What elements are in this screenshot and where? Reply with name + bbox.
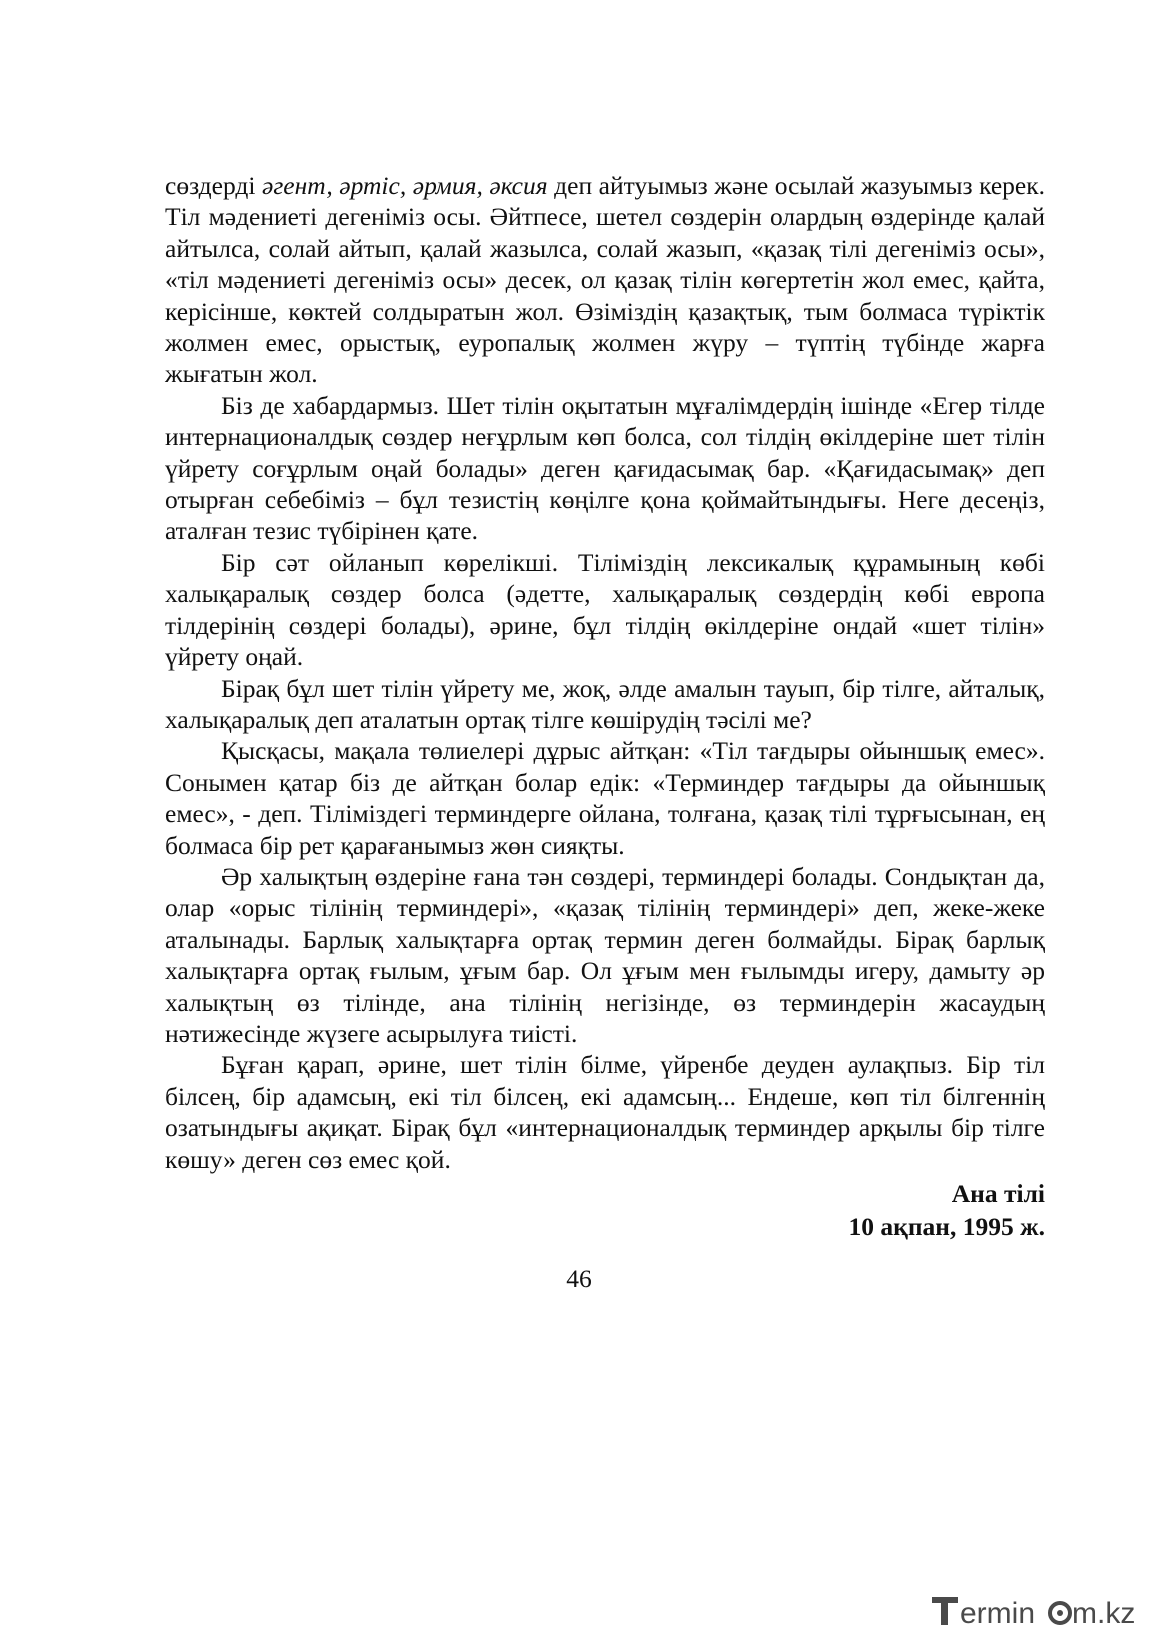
logo-o-dot: [1057, 1610, 1063, 1616]
logo-text-left: ermin: [960, 1597, 1036, 1630]
source-name: Ана тілі: [951, 1179, 1045, 1208]
article-body: [165, 170, 1045, 1175]
paragraph-1: [165, 170, 1045, 390]
page-number: 46: [566, 1264, 592, 1293]
paragraph-7: Бұған қарап, әрине, шет тілін білме, үйренбе деуден аулақпыз. Бір тіл білсең, бір адамсың, екі тіл білсең, екі адамсың... Ендеше, көп тіл білгеннің озатындығы ақиқат. Бірақ бұл «интернационалдық терминдер арқылы бір тілге көшу» деген сөз емес қой.: [165, 1050, 1045, 1174]
paragraph-1-rest: деп айтуымыз және осылай жазуымыз керек. Тіл мәдениеті дегеніміз осы. Әйтпесе, шетел сөздерін олардың өздерінде қалай айтылса, солай айтып, қалай жазылса, солай жазып, «қазақ тілі дегеніміз осы», «тіл мәдениеті дегеніміз осы» десек, ол қазақ тілін көгертетін жол емес, қайта, керісінше, көктей солдыратын жол. Өзіміздің қазақтық, тым болмаса түріктік жолмен емес, орыстық, еуропалық жолмен жүру – түптің түбінде жарға жығатын жол.: [165, 171, 1046, 389]
termincom-logo-watermark: [930, 1591, 1150, 1631]
paragraph-6: Әр халықтың өздеріне ғана тән сөздері, терминдері болады. Сондықтан да, олар «орыс тілінің терминдері», «қазақ тілінің терминдері» деп, жеке-жеке аталынады. Барлық халықтарға ортақ термин деген болмайды. Бірақ барлық халықтарға ортақ ғылым, ұғым бар. Ол ұғым мен ғылымды игеру, дамыту әр халықтың өз тілінде, ана тілінің негізінде, өз терминдерін жасаудың нәтижесінде жүзеге асырылуға тиісті.: [165, 861, 1045, 1048]
paragraph-4: Бірақ бұл шет тілін үйрету ме, жоқ, әлде амалын тауып, бір тілге, айталық, халықаралық деп аталатын ортақ тілге көшірудің тәсілі ме?: [165, 673, 1045, 734]
paragraph-2: Біз де хабардармыз. Шет тілін оқытатын мұғалімдердің ішінде «Егер тілде интернационалдық сөздер неғұрлым көп болса, сол тілдің өкілдеріне шет тілін үйрету соғұрлым оңай болады» деген қағидасымақ бар. «Қағидасымақ» деп отырған себебіміз – бұл тезистің көңілге қона қоймайтындығы. Неге десеңіз, аталған тезис түбірінен қате.: [165, 390, 1045, 546]
source-date: 10 ақпан, 1995 ж.: [848, 1212, 1045, 1241]
paragraph-1-start: сөздерді: [165, 171, 263, 200]
source-signature: [849, 1177, 1045, 1243]
paragraph-5: Қысқасы, мақала төлиелері дұрыс айтқан: «Тіл тағдыры ойыншық емес». Сонымен қатар біз де айтқан болар едік: «Терминдер тағдыры да ойыншық емес», - деп. Тіліміздегі терминдерге ойлана, толғана, қазақ тілі тұрғысынан, ең болмаса бір рет қарағанымыз жөн сияқты.: [165, 736, 1045, 860]
logo-text-right: m.kz: [1072, 1597, 1136, 1630]
paragraph-1-italic-terms: әгент, әртіс, әрмия, әксия: [262, 171, 548, 200]
paragraph-3: Бір сәт ойланып көрелікші. Тіліміздің лексикалық құрамының көбі халықаралық сөздер болса (әдетте, халықаралық сөздердің көбі европа тілдерінің сөздері болады), әрине, бұл тілдің өкілдеріне ондай «шет тілін» үйрету оңай.: [165, 547, 1045, 672]
logo-t-stem: [941, 1597, 948, 1625]
